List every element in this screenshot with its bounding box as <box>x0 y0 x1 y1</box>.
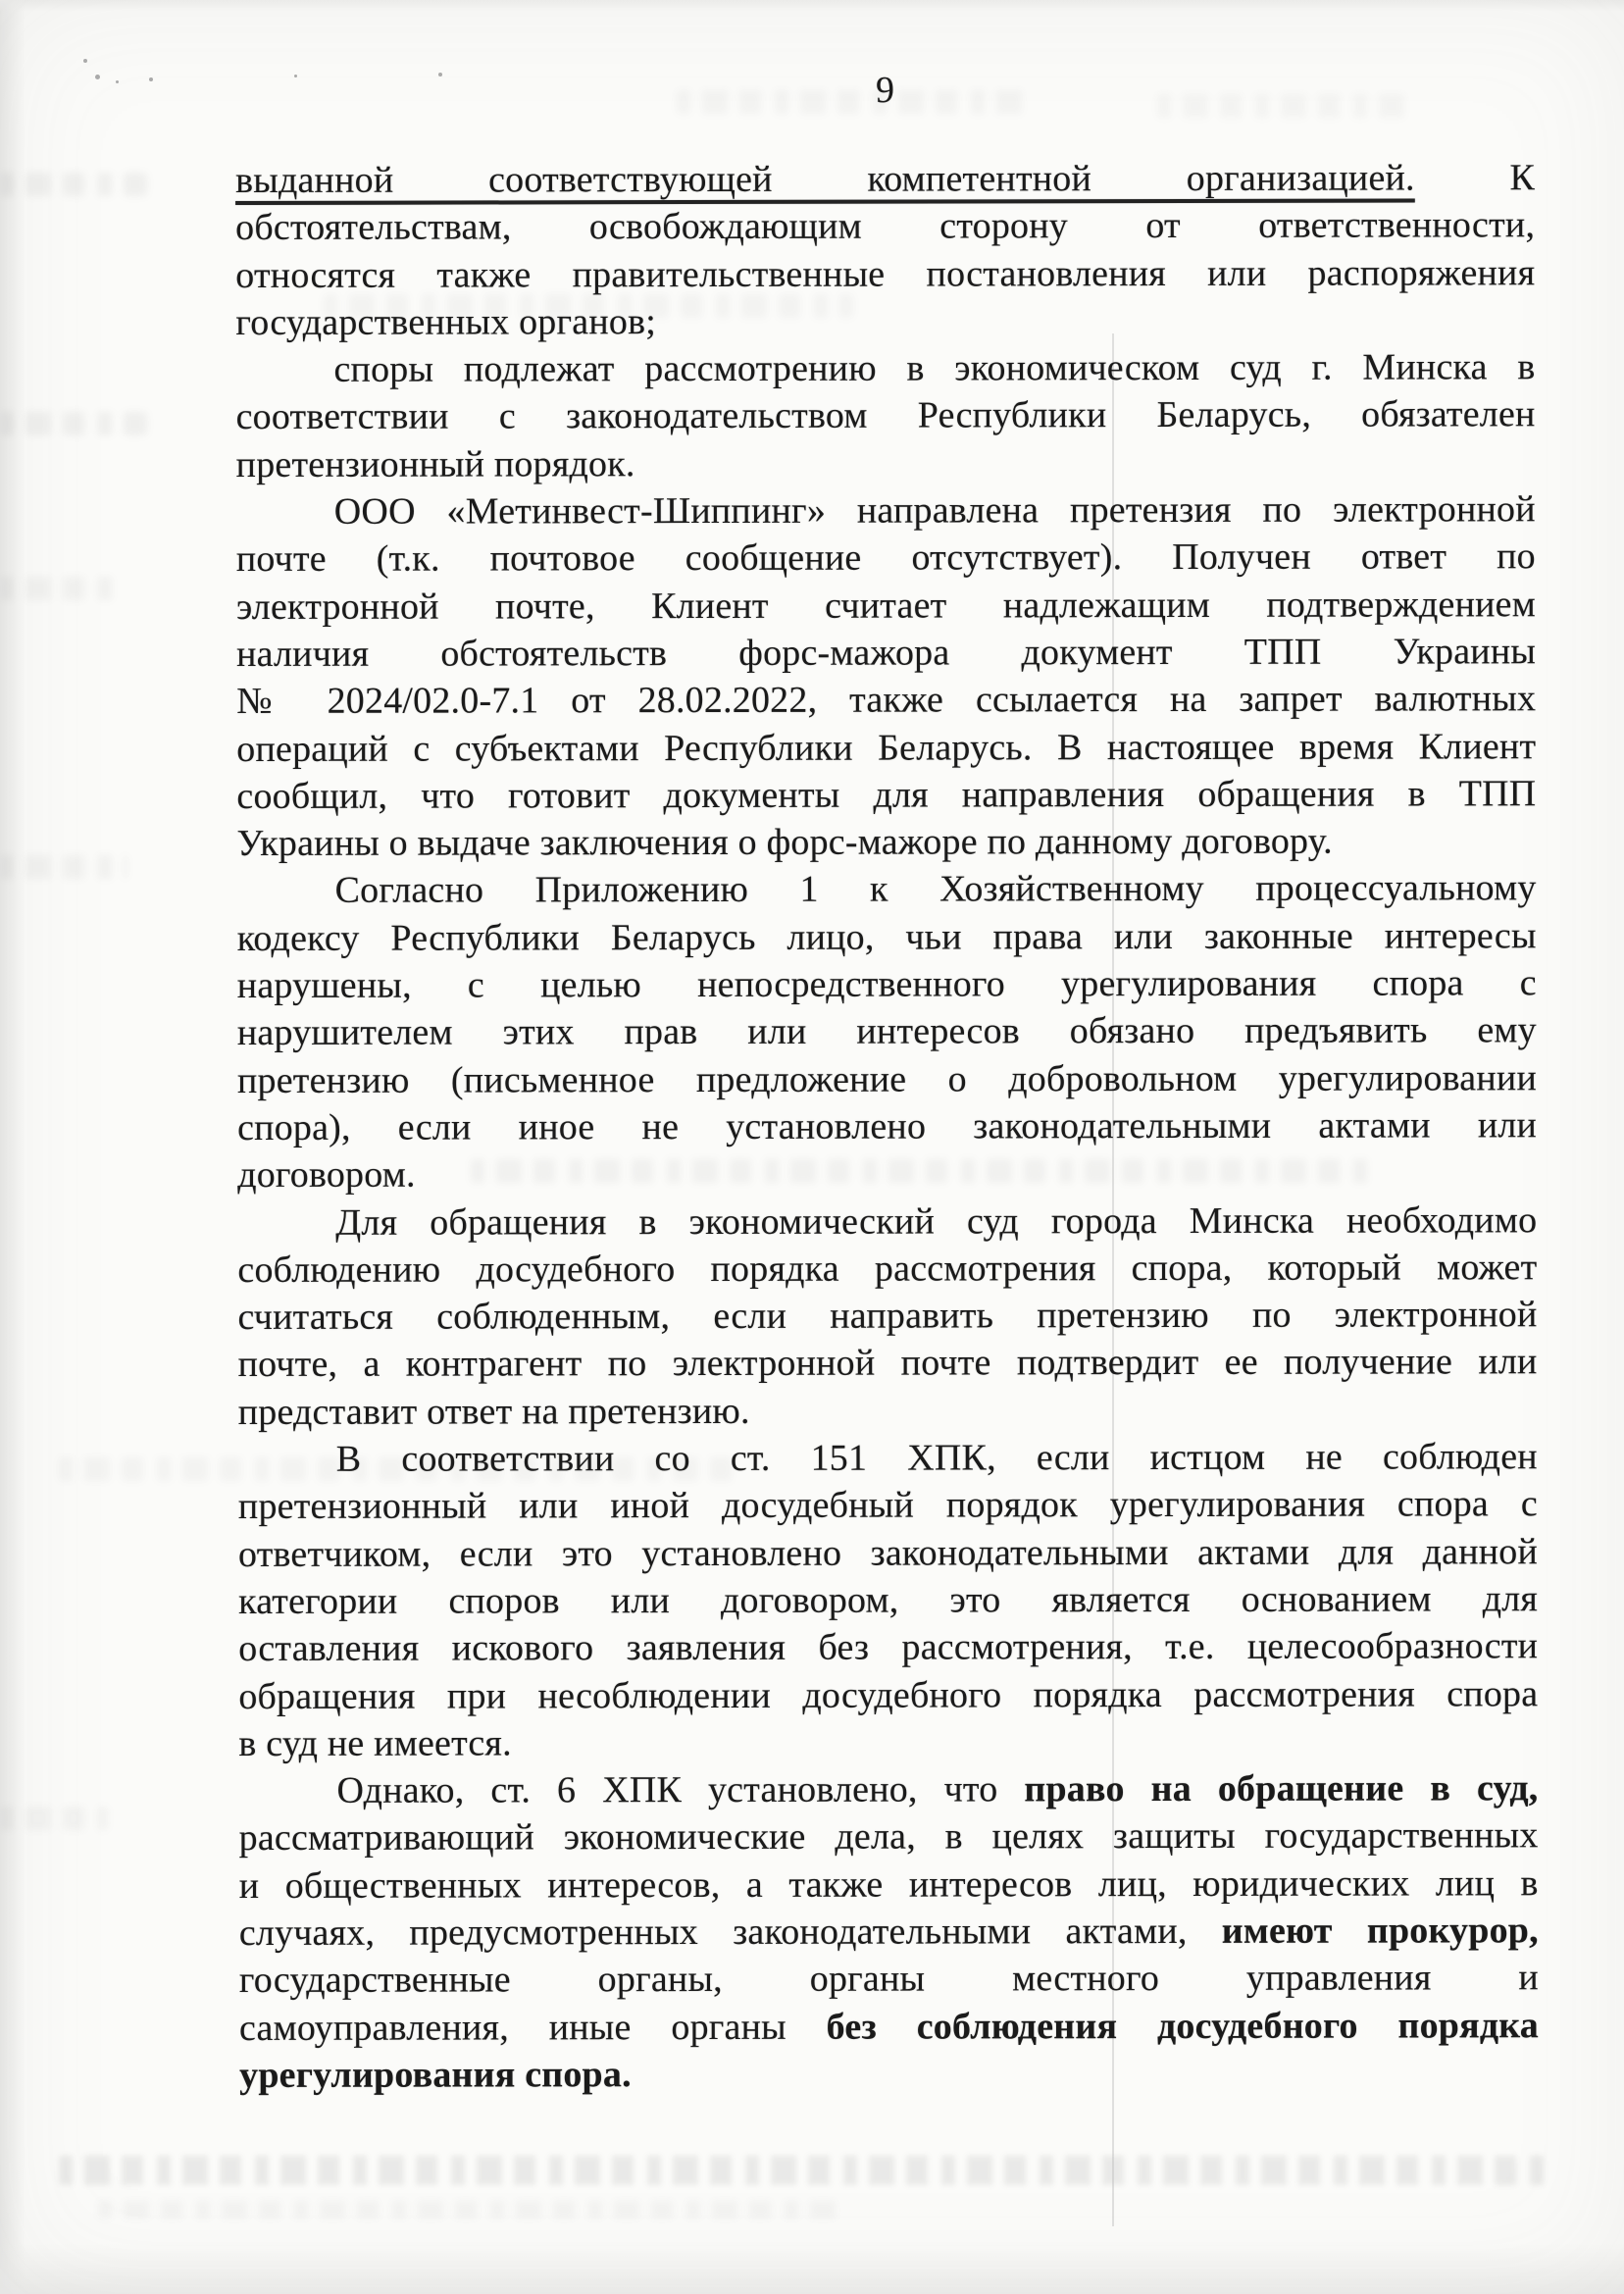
text-segment: считаться соблюденным, если направить претензию по электронной <box>237 1294 1538 1339</box>
text-segment: имеют прокурор, <box>1221 1910 1539 1952</box>
text-line <box>236 391 1536 441</box>
text-line <box>236 817 1536 867</box>
text-segment: Украины о выдаче заключения о форс-мажоре по данному договору. <box>236 820 1333 865</box>
text-segment: претензионный или иной досудебный порядок урегулирования спора с <box>237 1483 1538 1528</box>
scan-speck <box>83 59 87 63</box>
text-segment: нарушены, с целью непосредственного урегулирования спора с <box>236 962 1537 1007</box>
text-line <box>235 154 1535 204</box>
text-line <box>239 1860 1539 1910</box>
text-line <box>238 1433 1538 1483</box>
text-segment: претензионный порядок. <box>235 442 635 485</box>
document-body <box>235 154 1539 2099</box>
text-line <box>236 485 1536 535</box>
text-line <box>237 1197 1537 1247</box>
bleedthrough-artifact <box>98 2201 843 2218</box>
text-segment: сообщил, что готовит документы для направления обращения в ТПП <box>236 773 1537 817</box>
bleedthrough-artifact <box>0 173 147 196</box>
text-segment: государственные органы, органы местного управления и <box>238 1957 1539 2002</box>
text-segment: государственных органов; <box>235 300 657 343</box>
text-segment: наличия обстоятельств форс-мажора документ ТПП Украины <box>236 631 1537 675</box>
bleedthrough-artifact <box>59 2156 1549 2185</box>
text-segment: Согласно Приложению 1 к Хозяйственному процессуальному <box>334 867 1537 912</box>
text-line <box>235 249 1535 299</box>
text-segment: случаях, предусмотренных законодательными актами, <box>238 1910 1222 1954</box>
text-line <box>237 1054 1537 1104</box>
text-segment: кодексу Республики Беларусь лицо, чьи права или законные интересы <box>236 914 1537 959</box>
text-segment: споры подлежат рассмотрению в экономическом суд г. Минска в <box>333 346 1536 390</box>
text-line <box>239 2049 1539 2099</box>
text-segment: ответчиком, если это установлено законодательными актами для данной <box>237 1530 1539 1575</box>
text-segment: договором. <box>237 1153 416 1197</box>
text-segment: соответствии с законодательством Республики Беларусь, обязателен <box>235 393 1536 438</box>
text-line <box>238 1764 1538 1814</box>
text-segment: Для обращения в экономический суд города Минска необходимо <box>335 1198 1538 1244</box>
text-line <box>238 1670 1538 1720</box>
text-segment: спора), если иное не установлено законодательными актами или <box>237 1104 1538 1148</box>
text-line <box>235 296 1535 346</box>
paragraph <box>238 1433 1539 1767</box>
text-segment: без соблюдения досудебного порядка <box>826 2004 1540 2048</box>
text-segment: № 2024/02.0-7.1 от 28.02.2022, также ссылается на запрет валютных <box>236 678 1537 723</box>
text-segment: оставления искового заявления без рассмотрения, т.е. целесообразности <box>238 1625 1539 1670</box>
text-line <box>237 1244 1537 1294</box>
text-segment: рассматривающий экономические дела, в целях защиты государственных <box>238 1814 1539 1860</box>
text-line <box>236 581 1536 631</box>
bleedthrough-artifact <box>0 412 147 435</box>
scan-speck <box>116 80 119 83</box>
text-line <box>237 912 1537 962</box>
scan-edge-shadow-top <box>0 0 1624 12</box>
text-segment: Однако, ст. 6 ХПК установлено, что <box>336 1768 1025 1811</box>
text-line <box>238 1481 1538 1531</box>
text-segment: К <box>1414 157 1536 199</box>
text-segment: претензию (письменное предложение о добровольном урегулировании <box>236 1056 1538 1101</box>
text-line <box>238 1622 1538 1672</box>
text-segment: обстоятельствам, освобождающим сторону от ответственности, <box>235 204 1536 249</box>
text-segment: относятся также правительственные постановления или распоряжения <box>235 251 1536 296</box>
text-line <box>235 343 1535 393</box>
text-segment: почте, а контрагент по электронной почте подтвердит ее получение или <box>237 1341 1538 1386</box>
text-line <box>237 865 1537 915</box>
text-segment: В соответствии со ст. 151 ХПК, если истцом не соблюден <box>335 1436 1538 1480</box>
text-line <box>238 1717 1538 1767</box>
text-segment: обращения при несоблюдении досудебного порядка рассмотрения спора <box>238 1672 1539 1717</box>
text-line <box>239 1812 1539 1862</box>
paragraph <box>235 343 1535 488</box>
text-segment: операций с субъектами Республики Беларусь. В настоящее время Клиент <box>236 725 1537 770</box>
text-line <box>236 534 1536 584</box>
paragraph <box>236 485 1537 867</box>
text-line <box>238 1575 1538 1625</box>
text-segment: урегулирования спора. <box>239 2054 632 2096</box>
scan-speck <box>149 77 153 81</box>
paragraph <box>235 154 1535 346</box>
text-line <box>236 628 1536 678</box>
text-segment: нарушителем этих прав или интересов обязано предъявить ему <box>236 1009 1537 1054</box>
text-line <box>238 1339 1538 1389</box>
text-segment: в суд не имеется. <box>238 1722 512 1764</box>
text-line <box>239 2002 1539 2052</box>
text-line <box>236 438 1536 488</box>
text-line <box>237 959 1537 1009</box>
text-segment: самоуправления, иные органы <box>238 2006 827 2049</box>
text-segment: почте (т.к. почтовое сообщение отсутствует). Получен ответ по <box>235 535 1536 581</box>
text-line <box>237 1101 1537 1151</box>
text-line <box>238 1528 1538 1578</box>
bleedthrough-artifact <box>0 1807 108 1830</box>
paragraph <box>238 1764 1539 2099</box>
text-line <box>237 1148 1537 1198</box>
text-segment: представит ответ на претензию. <box>237 1390 750 1433</box>
text-line <box>236 770 1536 820</box>
text-segment: право на обращение в суд, <box>1024 1767 1539 1810</box>
paragraph <box>237 865 1538 1199</box>
text-segment: выданной соответствующей компетентной организацией. <box>235 157 1415 201</box>
text-segment: ООО «Метинвест-Шиппинг» направлена претензия по электронной <box>333 488 1536 533</box>
text-segment: соблюдению досудебного порядка рассмотрения спора, который может <box>237 1247 1538 1291</box>
text-line <box>238 1386 1538 1436</box>
page-number: 9 <box>876 70 894 111</box>
text-segment: электронной почте, Клиент считает надлежащим подтверждением <box>235 583 1537 628</box>
text-line <box>236 675 1536 725</box>
scan-edge-shadow-bottom <box>0 2243 1624 2294</box>
bleedthrough-artifact <box>0 855 127 879</box>
text-line <box>236 723 1536 773</box>
text-line <box>237 1291 1537 1341</box>
paragraph <box>237 1197 1538 1436</box>
scan-speck <box>95 75 100 79</box>
text-line <box>239 1955 1539 2005</box>
text-line <box>239 1907 1539 1957</box>
text-segment: и общественных интересов, а также интересов лиц, юридических лиц в <box>238 1861 1539 1907</box>
bleedthrough-artifact <box>0 577 118 600</box>
text-segment: категории споров или договором, это является основанием для <box>238 1578 1539 1622</box>
text-line <box>235 202 1535 252</box>
scan-edge-shadow-left <box>0 0 25 2294</box>
text-line <box>237 1007 1537 1057</box>
